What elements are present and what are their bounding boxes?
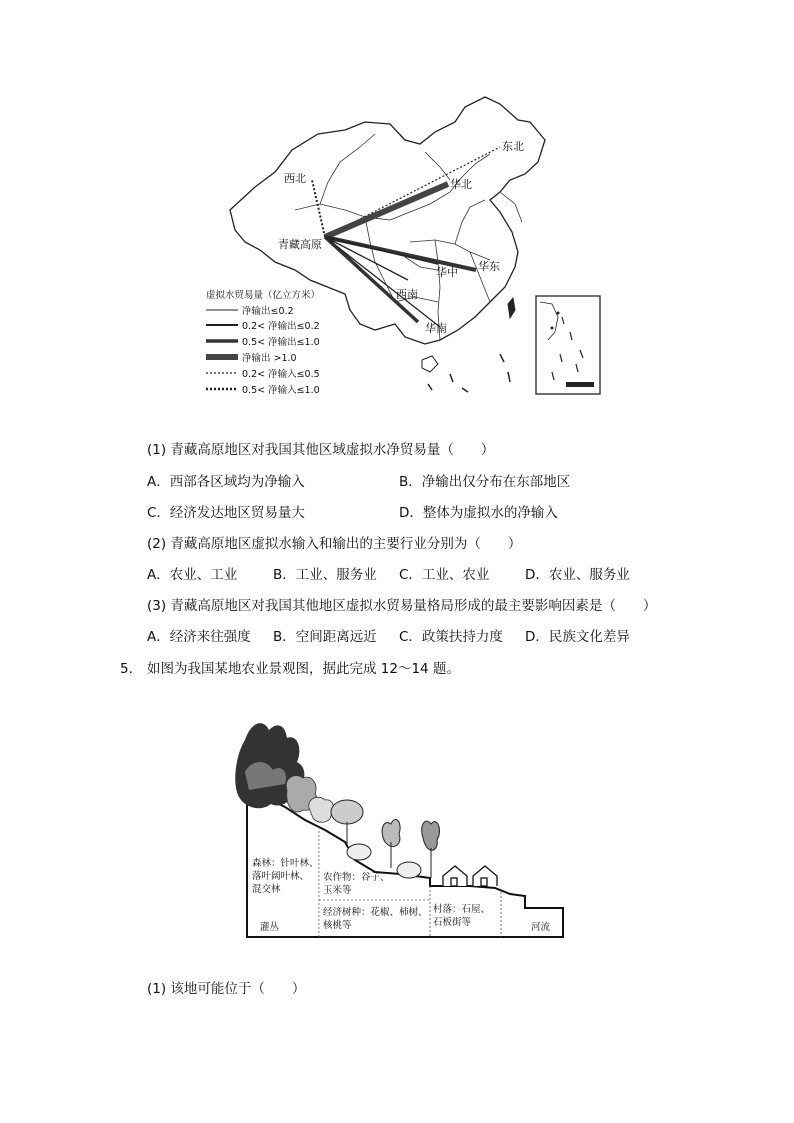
q4-sub2-stem: (2) 青藏高原地区虚拟水输入和输出的主要行业分别为（ ）	[147, 536, 522, 552]
q5-sub1-stem: (1) 该地可能位于（ ）	[147, 981, 306, 997]
q4-sub3-option-b[interactable]: B．空间距离远近	[273, 629, 377, 645]
forest-label-line3: 混交林	[252, 884, 281, 895]
flow-northwest	[312, 180, 325, 237]
q5-number: 5.	[120, 661, 133, 677]
village-label-line1: 村落：石屋、	[433, 904, 491, 915]
agricultural-landscape-diagram	[225, 712, 570, 944]
q4-sub1-option-b[interactable]: B．净输出仅分布在东部地区	[399, 474, 571, 490]
map-legend	[206, 289, 320, 396]
q4-sub2-option-d[interactable]: D．农业、服务业	[525, 567, 630, 583]
q4-sub2-option-b[interactable]: B．工业、服务业	[273, 567, 377, 583]
hainan-island	[422, 356, 438, 372]
legend-item-4: 净输出 >1.0	[242, 353, 297, 364]
q4-sub1-option-d[interactable]: D．整体为虚拟水的净输入	[399, 505, 558, 521]
legend-title: 虚拟水贸易量（亿立方米）	[206, 290, 321, 301]
forest-label-line2: 落叶阔叶林、	[252, 871, 310, 882]
crops-label-line2: 玉米等	[323, 885, 352, 896]
q4-sub3-option-c[interactable]: C．政策扶持力度	[399, 629, 503, 645]
forest-label-line1: 森林：针叶林、	[252, 858, 319, 869]
flow-southwest-2	[325, 237, 418, 322]
q4-sub2-option-c[interactable]: C．工业、农业	[399, 567, 490, 583]
economic-trees	[331, 800, 439, 878]
china-virtual-water-map	[200, 92, 610, 402]
q4-sub2-option-a[interactable]: A．农业、工业	[147, 567, 238, 583]
q4-sub3-option-a[interactable]: A．经济来往强度	[147, 629, 251, 645]
label-qinghai-tibet: 青藏高原	[278, 238, 322, 251]
legend-item-3: 0.5< 净输出≤1.0	[242, 337, 320, 348]
label-central-china: 华中	[436, 266, 458, 279]
econ-trees-label-line2: 核桃等	[323, 920, 352, 931]
taiwan-island	[508, 298, 515, 318]
legend-item-1: 净输出≤0.2	[242, 306, 294, 317]
village-label-line2: 石板街等	[433, 917, 472, 928]
legend-item-2: 0.2< 净输出≤0.2	[242, 321, 320, 332]
village-houses	[443, 866, 497, 886]
label-south-china: 华南	[425, 322, 447, 335]
south-sea-dashes	[428, 354, 510, 392]
q4-sub1-option-c[interactable]: C．经济发达地区贸易量大	[147, 505, 305, 521]
south-china-sea-inset	[536, 296, 600, 394]
econ-trees-label-line1: 经济树种：花椒、柿树、	[323, 907, 428, 918]
crops-label-line1: 农作物：谷子、	[323, 872, 390, 883]
label-northeast: 东北	[502, 140, 524, 153]
q4-sub3-stem: (3) 青藏高原地区对我国其他地区虚拟水贸易量格局形成的最主要影响因素是（ ）	[147, 598, 657, 614]
q5-intro: 如图为我国某地农业景观图，据此完成 12～14 题。	[147, 661, 460, 677]
label-north-china: 华北	[450, 178, 472, 191]
legend-item-6: 0.5< 净输入≤1.0	[242, 385, 320, 396]
shrub-label: 灌丛	[260, 922, 280, 933]
label-southwest: 西南	[396, 288, 418, 301]
q4-sub3-option-d[interactable]: D．民族文化差异	[525, 629, 630, 645]
river-label: 河流	[531, 922, 551, 933]
label-northwest: 西北	[284, 172, 306, 185]
q4-sub1-option-a[interactable]: A．西部各区域均为净输入	[147, 474, 305, 490]
label-east-china: 华东	[478, 260, 500, 273]
flow-north-china	[325, 184, 448, 237]
legend-item-5: 0.2< 净输入≤0.5	[242, 369, 320, 380]
q4-sub1-stem: (1) 青藏高原地区对我国其他区域虚拟水净贸易量（ ）	[147, 442, 495, 458]
